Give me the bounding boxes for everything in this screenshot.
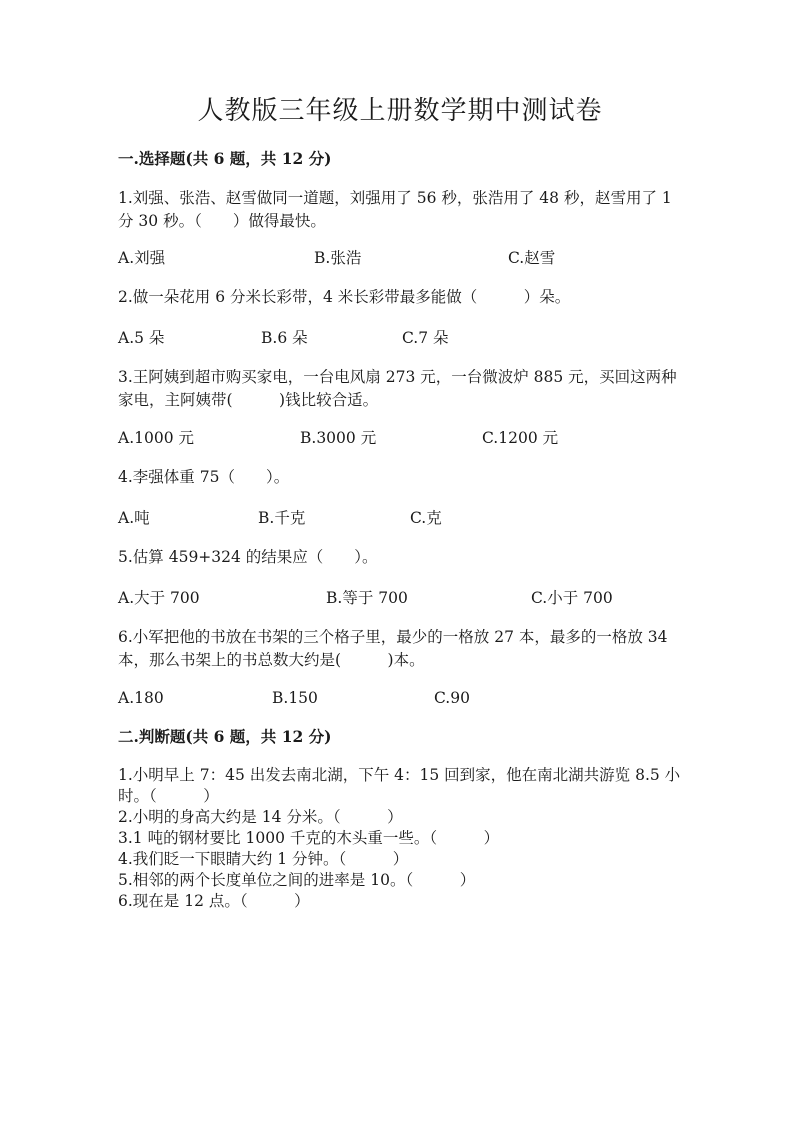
judge-item-1: 1.小明早上 7：45 出发去南北湖，下午 4：15 回到家，他在南北湖共游览 8.5 小时。（ ）	[118, 766, 681, 805]
option-c[interactable]: C.1200 元	[482, 429, 559, 447]
judge-item-4: 4.我们眨一下眼睛大约 1 分钟。（ ）	[118, 850, 409, 868]
option-a[interactable]: A.吨	[118, 509, 150, 527]
option-c[interactable]: C.克	[410, 509, 442, 527]
option-b[interactable]: B.6 朵	[261, 329, 308, 347]
option-a[interactable]: A.刘强	[118, 249, 166, 267]
option-b[interactable]: B.150	[272, 689, 318, 707]
section-heading-multiple-choice: 一.选择题(共 6 题，共 12 分)	[118, 149, 332, 168]
question-5: 5.估算 459+324 的结果应（ ）。	[118, 548, 378, 566]
option-b[interactable]: B.3000 元	[300, 429, 377, 447]
judge-item-3: 3.1 吨的钢材要比 1000 千克的木头重一些。（ ）	[118, 829, 500, 847]
true-false-list	[118, 765, 688, 912]
judge-item-5: 5.相邻的两个长度单位之间的进率是 10。（ ）	[118, 871, 476, 889]
question-4: 4.李强体重 75（ ）。	[118, 468, 290, 486]
question-6: 6.小军把他的书放在书架的三个格子里，最少的一格放 27 本，最多的一格放 34 本，那么书架上的书总数大约是( )本。	[118, 628, 668, 669]
option-c[interactable]: C.赵雪	[508, 249, 556, 267]
option-b[interactable]: B.千克	[258, 509, 306, 527]
option-a[interactable]: A.5 朵	[118, 329, 165, 347]
option-c[interactable]: C.小于 700	[531, 589, 613, 607]
option-b[interactable]: B.等于 700	[326, 589, 408, 607]
option-a[interactable]: A.1000 元	[118, 429, 194, 447]
option-b[interactable]: B.张浩	[314, 249, 362, 267]
option-a[interactable]: A.大于 700	[118, 589, 200, 607]
section-heading-true-false: 二.判断题(共 6 题，共 12 分)	[118, 727, 332, 746]
question-1: 1.刘强、张浩、赵雪做同一道题，刘强用了 56 秒，张浩用了 48 秒，赵雪用了 1 分 30 秒。（ ）做得最快。	[118, 189, 672, 230]
question-2: 2.做一朵花用 6 分米长彩带，4 米长彩带最多能做（ ）朵。	[118, 288, 571, 306]
option-c[interactable]: C.90	[434, 689, 470, 707]
judge-item-2: 2.小明的身高大约是 14 分米。（ ）	[118, 808, 403, 826]
option-c[interactable]: C.7 朵	[402, 329, 449, 347]
judge-item-6: 6.现在是 12 点。（ ）	[118, 892, 310, 910]
option-a[interactable]: A.180	[118, 689, 164, 707]
page-title: 人教版三年级上册数学期中测试卷	[197, 96, 603, 126]
question-3: 3.王阿姨到超市购买家电，一台电风扇 273 元，一台微波炉 885 元，买回这两种家电，主阿姨带( )钱比较合适。	[118, 368, 677, 409]
